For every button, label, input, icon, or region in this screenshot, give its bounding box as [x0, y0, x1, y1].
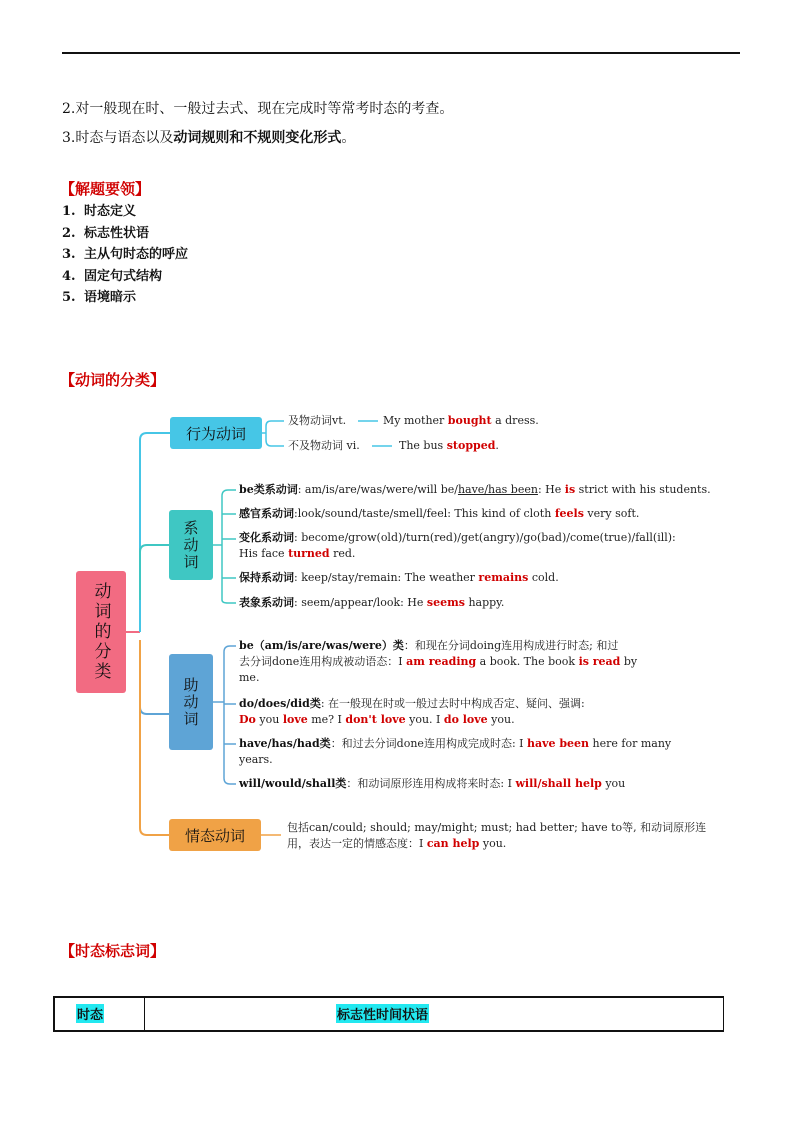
- linking-be: be类系动词: am/is/are/was/were/will be/have/has been: He is strict with his students.: [239, 483, 711, 496]
- linking-sense: 感官系动词:look/sound/taste/smell/feel: This kind of cloth feels very soft.: [239, 507, 640, 520]
- table-header-cell-tense: [55, 998, 145, 1030]
- aux-will: will/would/shall类：和动词原形连用构成将来时态: I will/shall help you: [239, 777, 626, 790]
- vt-example: My mother bought a dress.: [383, 414, 539, 427]
- linking-verb-node: 系动词: [169, 510, 213, 580]
- linking-keep: 保持系动词: keep/stay/remain: The weather remains cold.: [239, 571, 559, 584]
- tense-table: [53, 996, 724, 1032]
- table-header-markers: 标志性时间状语: [336, 1004, 429, 1023]
- intro-line-3: 3.时态与语态以及动词规则和不规则变化形式。: [62, 130, 356, 146]
- aux-do: do/does/did类: 在一般现在时或一般过去时中构成否定、疑问、强调: Do you love me? I don't love you. I do love you.: [239, 697, 585, 726]
- linking-seem: 表象系动词: seem/appear/look: He seems happy.: [239, 596, 505, 609]
- modal-desc: 包括can/could; should; may/might; must; had better; have to等, 和动词原形连 用，表达一定的情感态度：I can help you.: [287, 821, 707, 850]
- aux-be: be（am/is/are/was/were）类：和现在分词doing连用构成进行时态; 和过 去分词done连用构成被动语态：I am reading a book. The book is read by me.: [239, 639, 638, 684]
- root-node: 动词的分类: [76, 571, 126, 693]
- modal-verb-node: 情态动词: [169, 819, 261, 851]
- action-verb-node: 行为动词: [170, 417, 262, 449]
- list-item: 2. 标志性状语: [62, 225, 150, 241]
- vi-label: 不及物动词 vi.: [288, 439, 360, 452]
- aux-have: have/has/had类：和过去分词done连用构成完成时态: I have been here for many years.: [239, 737, 672, 766]
- classification-title: 【动词的分类】: [60, 371, 166, 389]
- tense-words-title: 【时态标志词】: [60, 942, 166, 960]
- vt-label: 及物动词vt.: [288, 414, 347, 427]
- vi-example: The bus stopped.: [399, 439, 499, 452]
- list-item: 5. 语境暗示: [62, 290, 137, 305]
- auxiliary-verb-node: 助动词: [169, 654, 213, 750]
- tips-title: 【解题要领】: [60, 180, 151, 198]
- list-item: 4. 固定句式结构: [62, 268, 163, 284]
- table-header-tense: 时态: [76, 1004, 104, 1023]
- intro-line-2: 2.对一般现在时、一般过去式、现在完成时等常考时态的考查。: [62, 101, 454, 117]
- list-item: 1. 时态定义: [62, 204, 137, 219]
- list-item: 3. 主从句时态的呼应: [62, 247, 189, 262]
- linking-change: 变化系动词: become/grow(old)/turn(red)/get(angry)/go(bad)/come(true)/fall(ill): His face turned red.: [239, 531, 676, 560]
